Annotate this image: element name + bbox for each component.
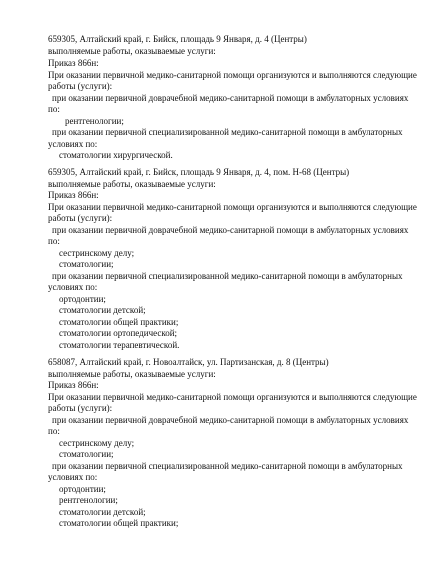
text-line: при оказании первичной специализированной медико-санитарной помощи в амбулаторных <box>52 461 403 471</box>
text-line: по: <box>48 426 60 436</box>
text-line: по: <box>48 104 60 114</box>
text-line: условиях по: <box>48 139 98 149</box>
text-line: по: <box>48 236 60 246</box>
text-line: При оказании первичной медико-санитарной помощи организуются и выполняются следующие <box>48 70 417 80</box>
order-line: Приказ 866н: <box>48 380 99 390</box>
text-line: условиях по: <box>48 282 98 292</box>
text-line: условиях по: <box>48 472 98 482</box>
address-line: 659305, Алтайский край, г. Бийск, площадь 9 Января, д. 4 (Центры) <box>48 34 307 44</box>
service-item: стоматологии общей практики; <box>59 317 179 327</box>
service-item: рентгенологии; <box>65 116 124 126</box>
address-line: 659305, Алтайский край, г. Бийск, площадь 9 Января, д. 4, пом. Н-68 (Центры) <box>48 167 350 177</box>
service-item: стоматологии; <box>59 259 114 269</box>
service-item: стоматологии общей практики; <box>59 518 179 528</box>
works-heading: выполняемые работы, оказываемые услуги: <box>48 46 216 56</box>
service-item: ортодонтии; <box>59 294 106 304</box>
service-item: сестринскому делу; <box>59 248 135 258</box>
service-item: стоматологии детской; <box>59 305 146 315</box>
service-item: стоматологии хирургической. <box>59 150 173 160</box>
order-line: Приказ 866н: <box>48 190 99 200</box>
text-line: При оказании первичной медико-санитарной помощи организуются и выполняются следующие <box>48 202 417 212</box>
text-line: при оказании первичной специализированной медико-санитарной помощи в амбулаторных <box>52 127 403 137</box>
text-line: работы (услуги): <box>48 81 113 91</box>
service-item: ортодонтии; <box>59 484 106 494</box>
address-line: 658087, Алтайский край, г. Новоалтайск, ул. Партизанская, д. 8 (Центры) <box>48 357 329 367</box>
text-line: При оказании первичной медико-санитарной помощи организуются и выполняются следующие <box>48 392 417 402</box>
works-heading: выполняемые работы, оказываемые услуги: <box>48 369 216 379</box>
works-heading: выполняемые работы, оказываемые услуги: <box>48 179 216 189</box>
service-item: стоматологии терапевтической. <box>59 340 180 350</box>
service-item: сестринскому делу; <box>59 438 135 448</box>
order-line: Приказ 866н: <box>48 58 99 68</box>
text-line: при оказании первичной доврачебной медико-санитарной помощи в амбулаторных условиях <box>52 93 409 103</box>
service-item: стоматологии ортопедической; <box>59 328 178 338</box>
service-item: рентгенологии; <box>59 495 118 505</box>
text-line: при оказании первичной доврачебной медико-санитарной помощи в амбулаторных условиях <box>52 415 409 425</box>
text-line: при оказании первичной специализированной медико-санитарной помощи в амбулаторных <box>52 271 403 281</box>
text-line: работы (услуги): <box>48 403 113 413</box>
service-item: стоматологии; <box>59 449 114 459</box>
service-item: стоматологии детской; <box>59 507 146 517</box>
text-line: при оказании первичной доврачебной медико-санитарной помощи в амбулаторных условиях <box>52 225 409 235</box>
text-line: работы (услуги): <box>48 213 113 223</box>
